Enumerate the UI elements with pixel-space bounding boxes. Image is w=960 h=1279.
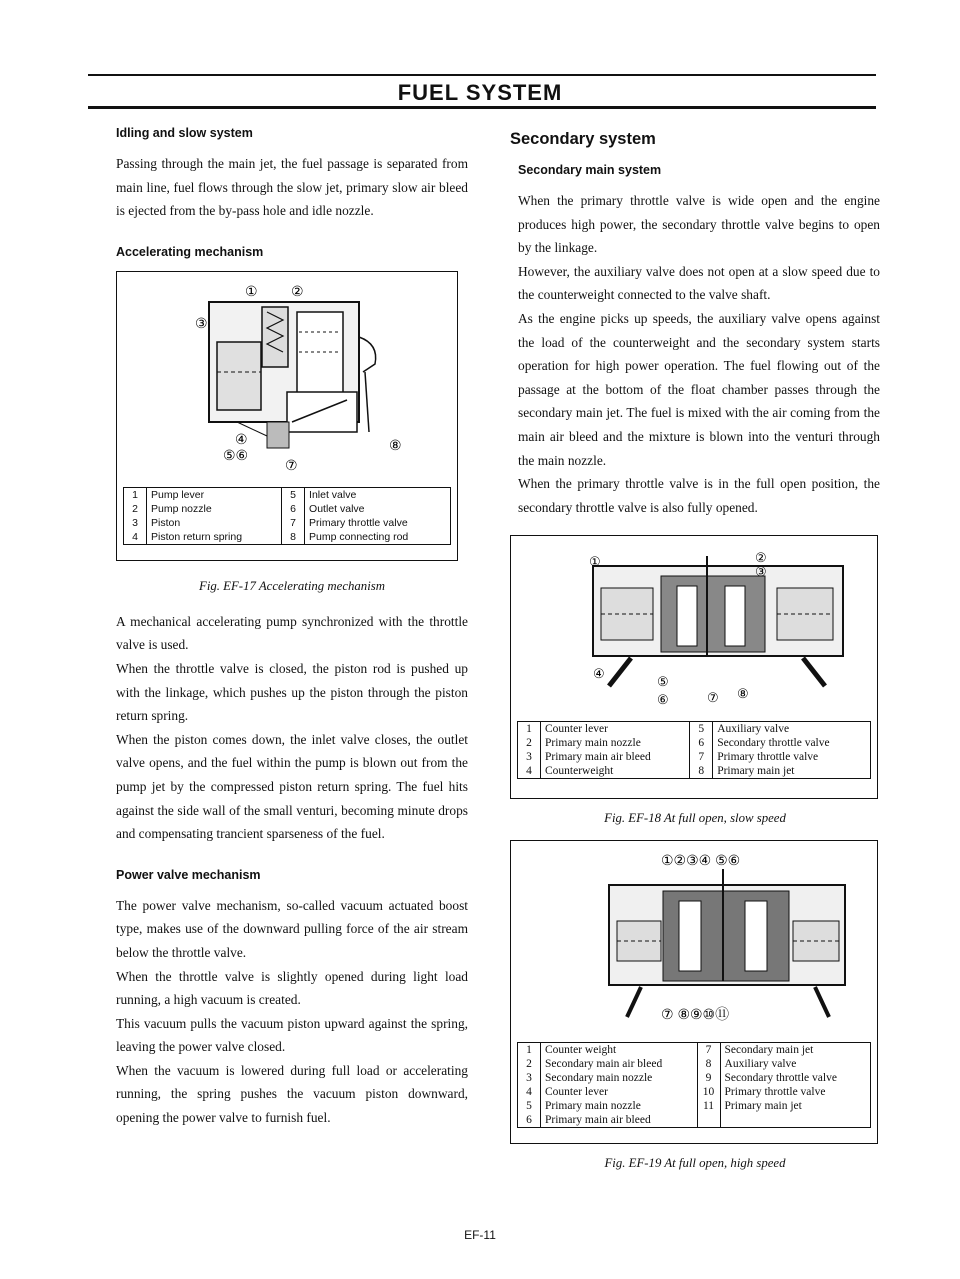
accelerating-mechanism-diagram xyxy=(117,272,457,482)
legend-num: 4 xyxy=(124,530,147,544)
legend-num: 4 xyxy=(518,764,541,778)
callout-4: ④ xyxy=(235,430,248,447)
legend-label: Secondary main nozzle xyxy=(545,1072,653,1085)
legend-label: Primary throttle valve xyxy=(309,516,408,529)
figure-ef-18 xyxy=(510,535,878,799)
legend-num: 7 xyxy=(282,516,305,530)
callout-1: ① xyxy=(245,282,258,299)
idling-heading: Idling and slow system xyxy=(116,126,253,140)
callout-4: ④ xyxy=(593,666,605,682)
legend-num: 11 xyxy=(697,1099,720,1113)
legend-num: 2 xyxy=(518,1057,541,1071)
legend-row xyxy=(518,1043,870,1057)
callouts-top: ①②③④ ⑤⑥ xyxy=(661,852,741,869)
legend-row xyxy=(518,1085,870,1099)
legend-num: 7 xyxy=(697,1043,720,1057)
legend-label: Primary main nozzle xyxy=(545,1100,641,1113)
legend-row xyxy=(124,516,450,530)
callout-5-6: ⑤⑥ xyxy=(223,446,249,463)
callout-5: ⑤ xyxy=(657,674,669,690)
legend-label: Primary main air bleed xyxy=(545,751,651,764)
legend-row xyxy=(124,530,450,544)
legend-row xyxy=(124,488,450,502)
legend-num: 3 xyxy=(518,750,541,764)
legend-label: Pump connecting rod xyxy=(309,530,409,543)
fig19-legend xyxy=(517,1042,871,1128)
legend-label: Secondary throttle valve xyxy=(724,1072,837,1085)
legend-row xyxy=(124,502,450,516)
legend-num: 2 xyxy=(518,736,541,750)
callout-3: ③ xyxy=(195,314,208,331)
legend-label: Primary main jet xyxy=(717,765,795,778)
legend-row xyxy=(518,764,870,778)
secondary-paragraph-3: As the engine picks up speeds, the auxiliary valve opens against the load of the counterweight and the secondary system starts operation for high power operation. The fuel flowing out of the passage at the bottom of the float chamber passes through the secondary main jet. The fuel is mixed with the air coming from the main air bleed and the mixture is blown into the venturi through the main nozzle. xyxy=(518,310,880,468)
callout-3: ③ xyxy=(755,564,767,580)
legend-label: Primary throttle valve xyxy=(724,1086,826,1099)
legend-num: 3 xyxy=(124,516,147,530)
legend-label: Pump lever xyxy=(151,488,205,501)
callout-1: ① xyxy=(589,554,601,570)
left-column xyxy=(116,126,468,1130)
legend-num: 8 xyxy=(697,1057,720,1071)
legend-num: 1 xyxy=(518,1043,541,1057)
accel-paragraph-2: When the throttle valve is closed, the piston rod is pushed up with the linkage, which pushes up the piston through the piston return spring. xyxy=(116,660,468,724)
legend-num: 2 xyxy=(124,502,147,516)
figure-ef-17 xyxy=(116,271,458,561)
legend-label xyxy=(720,1113,870,1127)
legend-row xyxy=(518,1071,870,1085)
legend-num: 4 xyxy=(518,1085,541,1099)
legend-num: 6 xyxy=(518,1113,541,1127)
callouts-bottom: ⑦ ⑧⑨⑩⑪ xyxy=(661,1006,730,1023)
legend-label: Auxiliary valve xyxy=(717,723,790,736)
full-open-high-speed-diagram xyxy=(511,841,877,1037)
page-title: FUEL SYSTEM xyxy=(397,80,563,105)
legend-label: Pump nozzle xyxy=(151,502,212,515)
header-rule-top xyxy=(88,74,876,76)
legend-label: Piston return spring xyxy=(151,530,243,543)
legend-label: Secondary throttle valve xyxy=(717,737,830,750)
legend-num xyxy=(697,1113,720,1127)
secondary-heading: Secondary system xyxy=(510,130,656,148)
legend-label: Secondary main air bleed xyxy=(545,1058,663,1071)
power-paragraph-3: This vacuum pulls the vacuum piston upward against the spring, leaving the power valve closed. xyxy=(116,1015,468,1055)
fig18-caption: Fig. EF-18 At full open, slow speed xyxy=(604,811,786,826)
callout-6: ⑥ xyxy=(657,692,669,708)
fig17-legend xyxy=(123,487,451,545)
legend-num: 5 xyxy=(690,722,713,736)
legend-num: 6 xyxy=(282,502,305,516)
legend-num: 6 xyxy=(690,736,713,750)
legend-row xyxy=(518,722,870,736)
legend-label: Primary main nozzle xyxy=(545,737,641,750)
legend-label: Piston xyxy=(151,516,181,529)
legend-label: Primary main air bleed xyxy=(545,1114,651,1127)
power-paragraph-2: When the throttle valve is slightly opened during light load running, a high vacuum is created. xyxy=(116,968,468,1008)
callout-8: ⑧ xyxy=(389,436,402,453)
legend-row xyxy=(518,736,870,750)
power-paragraph-4: When the vacuum is lowered during full load or accelerating running, the spring pushes the vacuum piston downward, opening the power valve to furnish fuel. xyxy=(116,1062,468,1126)
accel-heading: Accelerating mechanism xyxy=(116,244,264,259)
secondary-paragraph-4: When the primary throttle valve is in the full open position, the secondary throttle valve is also fully opened. xyxy=(518,476,880,515)
legend-num: 3 xyxy=(518,1071,541,1085)
legend-label: Primary throttle valve xyxy=(717,751,819,764)
legend-row xyxy=(518,750,870,764)
power-paragraph-1: The power valve mechanism, so-called vacuum actuated boost type, makes use of the downward pulling force of the air stream below the throttle valve. xyxy=(116,897,468,960)
legend-num: 9 xyxy=(697,1071,720,1085)
legend-row xyxy=(518,1113,870,1127)
legend-label: Auxiliary valve xyxy=(724,1058,797,1071)
legend-label: Counterweight xyxy=(545,765,614,778)
legend-row xyxy=(518,1057,870,1071)
legend-label: Counter lever xyxy=(545,723,608,736)
fig19-caption: Fig. EF-19 At full open, high speed xyxy=(604,1156,786,1171)
secondary-main-heading: Secondary main system xyxy=(518,163,662,177)
legend-num: 1 xyxy=(124,488,147,502)
secondary-paragraph-2: However, the auxiliary valve does not open at a slow speed due to the counterweight connected to the valve shaft. xyxy=(518,263,880,303)
callout-2: ② xyxy=(755,550,767,566)
fig17-caption: Fig. EF-17 Accelerating mechanism xyxy=(199,578,385,593)
legend-num: 7 xyxy=(690,750,713,764)
legend-label: Counter lever xyxy=(545,1086,608,1099)
legend-num: 8 xyxy=(690,764,713,778)
legend-label: Secondary main jet xyxy=(724,1044,814,1057)
accel-paragraph-3: When the piston comes down, the inlet valve closes, the outlet valve opens, and the fuel within the pump is blown out from the pump jet by the compressed piston return spring. The fuel hits against the side wall of the small venturi, becoming minute drops and compensating trancient sparseness of the fuel. xyxy=(116,731,468,842)
figure-ef-19 xyxy=(510,840,878,1144)
accel-paragraph-1: A mechanical accelerating pump synchronized with the throttle valve is used. xyxy=(116,613,468,653)
callout-2: ② xyxy=(291,282,304,299)
secondary-paragraph-1: When the primary throttle valve is wide open and the engine produces high power, the secondary throttle valve begins to open by the linkage. xyxy=(518,193,880,256)
legend-num: 8 xyxy=(282,530,305,544)
callout-7: ⑦ xyxy=(285,456,298,473)
full-open-slow-speed-diagram xyxy=(511,536,877,716)
callout-8: ⑧ xyxy=(737,686,749,702)
legend-label: Inlet valve xyxy=(309,488,357,501)
legend-label: Primary main jet xyxy=(724,1100,802,1113)
right-column xyxy=(510,126,880,1171)
callout-7: ⑦ xyxy=(707,690,719,706)
header-rule-bottom xyxy=(88,106,876,109)
legend-label: Counter weight xyxy=(545,1044,617,1057)
legend-num: 1 xyxy=(518,722,541,736)
page-number: EF-11 xyxy=(464,1228,496,1242)
legend-num: 5 xyxy=(282,488,305,502)
legend-label: Outlet valve xyxy=(309,502,365,515)
idling-paragraph: Passing through the main jet, the fuel passage is separated from main line, fuel flows through the slow jet, primary slow air bleed is ejected from the by-pass hole and idle nozzle. xyxy=(116,156,468,219)
legend-num: 10 xyxy=(697,1085,720,1099)
fig18-legend xyxy=(517,721,871,779)
legend-row xyxy=(518,1099,870,1113)
power-heading: Power valve mechanism xyxy=(116,867,261,882)
legend-num: 5 xyxy=(518,1099,541,1113)
